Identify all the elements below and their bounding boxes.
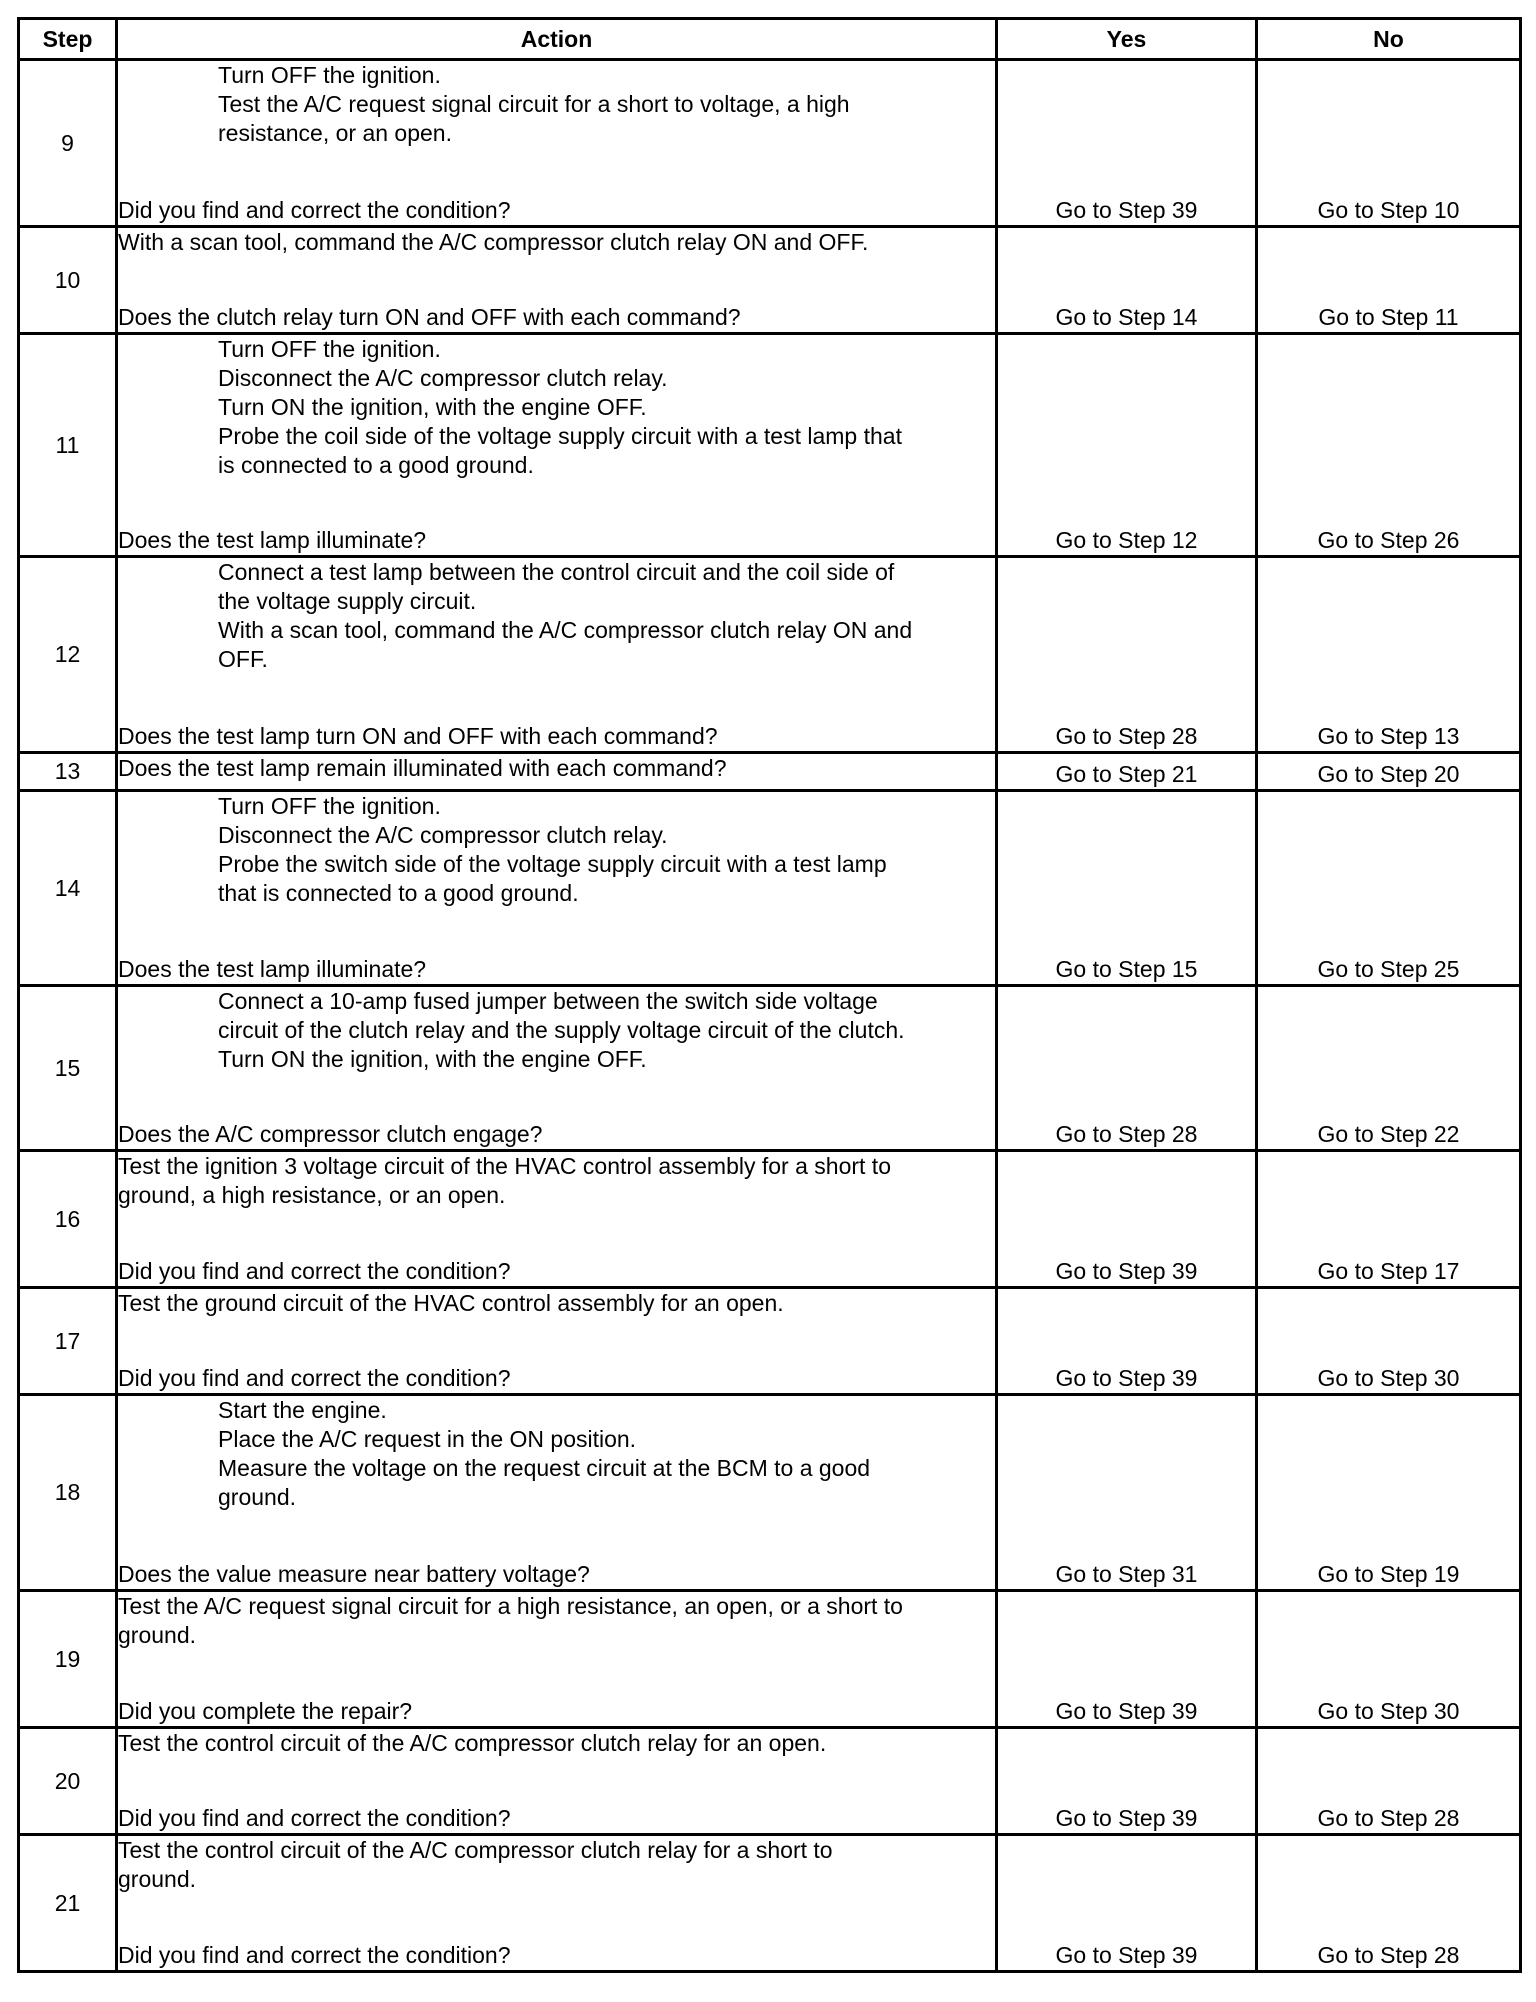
action-content (118, 754, 995, 789)
no-result: Go to Step 28 (1257, 1728, 1521, 1835)
yes-result: Go to Step 28 (997, 557, 1257, 753)
step-number: 15 (19, 986, 117, 1151)
no-result: Go to Step 25 (1257, 791, 1521, 986)
action-instructions (118, 1289, 995, 1318)
instruction-line: ground. (218, 1484, 297, 1510)
no-result: Go to Step 30 (1257, 1591, 1521, 1728)
table-row (19, 557, 1521, 753)
step-number: 12 (19, 557, 117, 753)
no-result: Go to Step 20 (1257, 753, 1521, 791)
instruction-line: Test the A/C request signal circuit for a short to voltage, a high (218, 91, 850, 117)
instruction-line: Start the engine. (218, 1397, 387, 1423)
action-cell (117, 60, 997, 227)
no-result: Go to Step 10 (1257, 60, 1521, 227)
action-question: Does the test lamp turn ON and OFF with each command? (118, 723, 718, 749)
action-question: Did you complete the repair? (118, 1698, 413, 1724)
action-cell (117, 1151, 997, 1288)
no-result: Go to Step 13 (1257, 557, 1521, 753)
yes-result: Go to Step 39 (997, 60, 1257, 227)
yes-result: Go to Step 14 (997, 227, 1257, 334)
action-instructions (118, 558, 995, 674)
action-content (118, 1836, 995, 1970)
yes-result: Go to Step 15 (997, 791, 1257, 986)
action-cell (117, 791, 997, 986)
no-result: Go to Step 22 (1257, 986, 1521, 1151)
no-result: Go to Step 17 (1257, 1151, 1521, 1288)
action-instructions (118, 792, 995, 908)
action-question: Does the value measure near battery voltage? (118, 1561, 590, 1587)
yes-result: Go to Step 39 (997, 1151, 1257, 1288)
step-number: 13 (19, 753, 117, 791)
step-number: 16 (19, 1151, 117, 1288)
no-result: Go to Step 26 (1257, 334, 1521, 557)
table-row (19, 753, 1521, 791)
no-result: Go to Step 30 (1257, 1288, 1521, 1395)
step-number: 17 (19, 1288, 117, 1395)
header-action: Action (117, 19, 997, 60)
instruction-line: Turn ON the ignition, with the engine OFF. (218, 1046, 647, 1072)
action-content (118, 987, 995, 1149)
action-question: Does the test lamp remain illuminated with each command? (118, 755, 727, 781)
action-content (118, 1592, 995, 1726)
action-content (118, 558, 995, 751)
step-number: 18 (19, 1395, 117, 1591)
instruction-line: Turn OFF the ignition. (218, 336, 441, 362)
action-cell (117, 986, 997, 1151)
yes-result: Go to Step 31 (997, 1395, 1257, 1591)
instruction-line: is connected to a good ground. (218, 452, 534, 478)
instruction-line: Turn ON the ignition, with the engine OFF. (218, 394, 647, 420)
instruction-line: Test the A/C request signal circuit for a high resistance, an open, or a short to (118, 1593, 903, 1619)
table-row (19, 1835, 1521, 1972)
yes-result: Go to Step 28 (997, 986, 1257, 1151)
action-instructions (118, 987, 995, 1074)
no-result: Go to Step 11 (1257, 227, 1521, 334)
action-instructions (118, 1729, 995, 1758)
table-row (19, 60, 1521, 227)
step-number: 21 (19, 1835, 117, 1972)
yes-result: Go to Step 39 (997, 1835, 1257, 1972)
action-cell (117, 1395, 997, 1591)
yes-result: Go to Step 21 (997, 753, 1257, 791)
instruction-line: OFF. (218, 646, 268, 672)
action-content (118, 228, 995, 332)
instruction-line: ground, a high resistance, or an open. (118, 1182, 506, 1208)
action-content (118, 1396, 995, 1589)
action-question: Did you find and correct the condition? (118, 1942, 511, 1968)
action-question: Did you find and correct the condition? (118, 1805, 511, 1831)
instruction-line: Disconnect the A/C compressor clutch relay. (218, 365, 668, 391)
action-cell (117, 227, 997, 334)
action-cell (117, 1591, 997, 1728)
action-cell (117, 753, 997, 791)
action-instructions (118, 1836, 995, 1894)
table-row (19, 986, 1521, 1151)
table-row (19, 334, 1521, 557)
action-cell (117, 1835, 997, 1972)
instruction-line: Test the control circuit of the A/C compressor clutch relay for an open. (118, 1730, 827, 1756)
step-number: 19 (19, 1591, 117, 1728)
action-question: Does the test lamp illuminate? (118, 527, 427, 553)
header-no: No (1257, 19, 1521, 60)
yes-result: Go to Step 12 (997, 334, 1257, 557)
action-instructions (118, 1592, 995, 1650)
action-content (118, 1152, 995, 1286)
action-instructions (118, 61, 995, 148)
yes-result: Go to Step 39 (997, 1591, 1257, 1728)
instruction-line: Measure the voltage on the request circuit at the BCM to a good (218, 1455, 871, 1481)
step-number: 14 (19, 791, 117, 986)
instruction-line: Turn OFF the ignition. (218, 793, 441, 819)
action-content (118, 61, 995, 225)
action-instructions (118, 1152, 995, 1210)
action-question: Did you find and correct the condition? (118, 197, 511, 223)
action-content (118, 1729, 995, 1833)
yes-result: Go to Step 39 (997, 1288, 1257, 1395)
action-instructions (118, 228, 995, 257)
table-row (19, 1728, 1521, 1835)
table-row (19, 791, 1521, 986)
action-content (118, 1289, 995, 1393)
action-question: Does the test lamp illuminate? (118, 956, 427, 982)
table-row (19, 1288, 1521, 1395)
action-instructions (118, 1396, 995, 1512)
instruction-line: Test the ground circuit of the HVAC control assembly for an open. (118, 1290, 784, 1316)
table-body (19, 60, 1521, 1972)
instruction-line: With a scan tool, command the A/C compressor clutch relay ON and OFF. (118, 229, 869, 255)
action-cell (117, 334, 997, 557)
table-row (19, 1591, 1521, 1728)
instruction-line: With a scan tool, command the A/C compressor clutch relay ON and (218, 617, 913, 643)
action-question: Did you find and correct the condition? (118, 1365, 511, 1391)
instruction-line: ground. (118, 1622, 197, 1648)
action-cell (117, 1288, 997, 1395)
header-step: Step (19, 19, 117, 60)
yes-result: Go to Step 39 (997, 1728, 1257, 1835)
diagnostic-table (17, 17, 1522, 1973)
instruction-line: ground. (118, 1866, 197, 1892)
table-header (19, 19, 1521, 60)
instruction-line: Probe the switch side of the voltage supply circuit with a test lamp (218, 851, 887, 877)
instruction-line: that is connected to a good ground. (218, 880, 579, 906)
action-question: Did you find and correct the condition? (118, 1258, 511, 1284)
instruction-line: Disconnect the A/C compressor clutch relay. (218, 822, 668, 848)
step-number: 9 (19, 60, 117, 227)
action-question: Does the A/C compressor clutch engage? (118, 1121, 543, 1147)
table-row (19, 1151, 1521, 1288)
action-content (118, 335, 995, 555)
table-row (19, 1395, 1521, 1591)
instruction-line: resistance, or an open. (218, 120, 452, 146)
instruction-line: circuit of the clutch relay and the supply voltage circuit of the clutch. (218, 1017, 905, 1043)
step-number: 10 (19, 227, 117, 334)
action-cell (117, 1728, 997, 1835)
no-result: Go to Step 19 (1257, 1395, 1521, 1591)
instruction-line: Test the control circuit of the A/C compressor clutch relay for a short to (118, 1837, 833, 1863)
instruction-line: Connect a 10-amp fused jumper between the switch side voltage (218, 988, 878, 1014)
action-instructions (118, 335, 995, 480)
header-row (19, 19, 1521, 60)
instruction-line: Test the ignition 3 voltage circuit of the HVAC control assembly for a short to (118, 1153, 891, 1179)
instruction-line: Connect a test lamp between the control circuit and the coil side of (218, 559, 895, 585)
instruction-line: the voltage supply circuit. (218, 588, 477, 614)
instruction-line: Turn OFF the ignition. (218, 62, 441, 88)
step-number: 20 (19, 1728, 117, 1835)
action-cell (117, 557, 997, 753)
table-row (19, 227, 1521, 334)
action-content (118, 792, 995, 984)
instruction-line: Probe the coil side of the voltage supply circuit with a test lamp that (218, 423, 902, 449)
header-yes: Yes (997, 19, 1257, 60)
instruction-line: Place the A/C request in the ON position. (218, 1426, 637, 1452)
no-result: Go to Step 28 (1257, 1835, 1521, 1972)
action-question: Does the clutch relay turn ON and OFF with each command? (118, 304, 741, 330)
step-number: 11 (19, 334, 117, 557)
